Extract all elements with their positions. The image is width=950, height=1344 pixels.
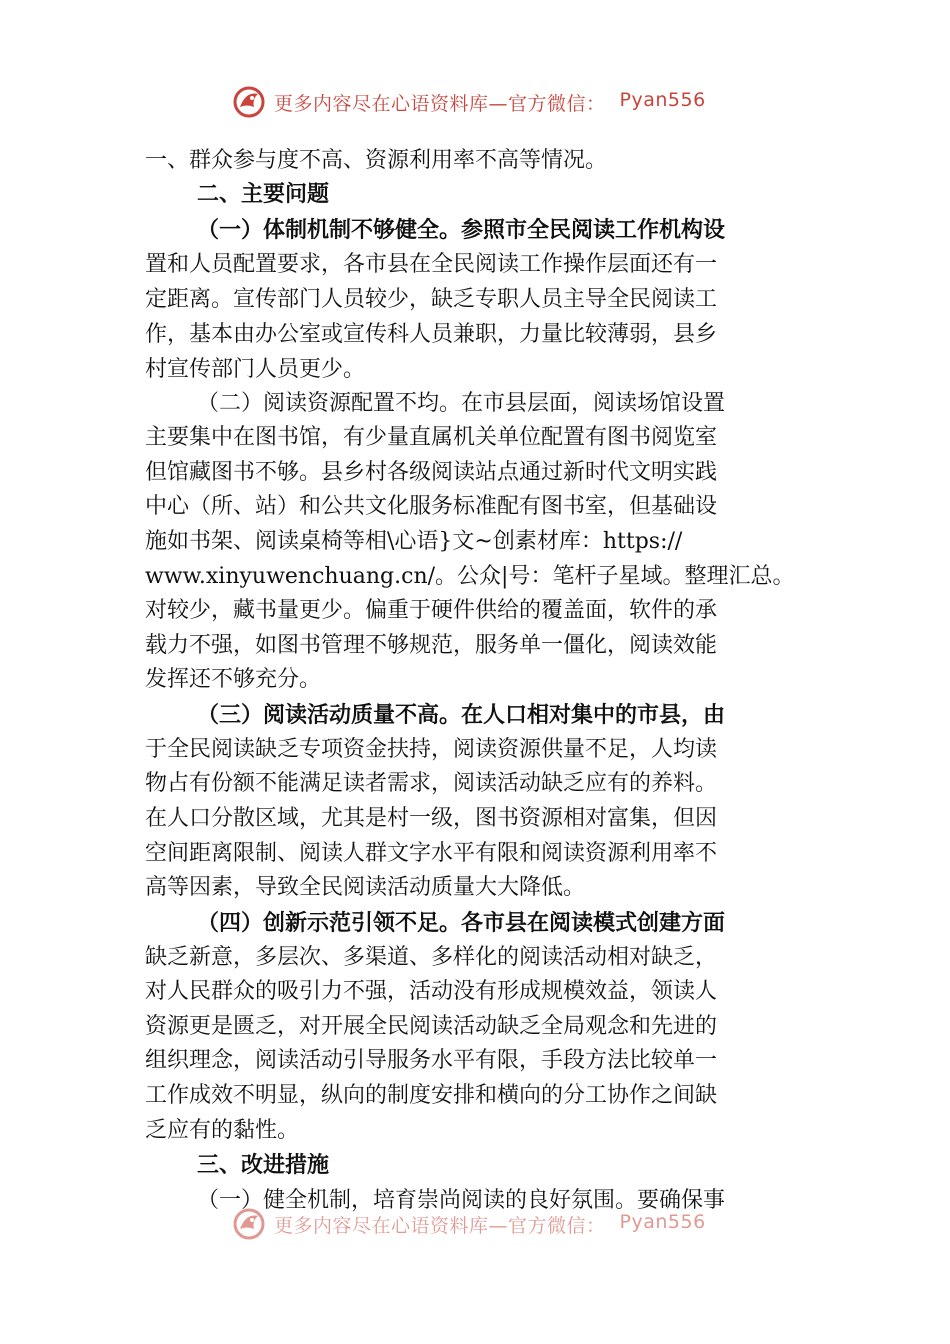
text-line: 缺乏新意，多层次、多渠道、多样化的阅读活动相对缺乏，	[145, 945, 718, 970]
paragraph-4-line-1-text: （四）创新示范引领不足。各市县在阅读模式创建方面	[197, 910, 726, 936]
text-line: 物占有份额不能满足读者需求，阅读活动缺乏应有的养料。	[145, 771, 718, 796]
watermark-header	[232, 82, 752, 122]
text-line: 一、群众参与度不高、资源利用率不高等情况。	[145, 148, 608, 173]
section-heading-3: 三、改进措施	[197, 1153, 330, 1178]
text-line: 中心（所、站）和公共文化服务标准配有图书室，但基础设	[145, 494, 718, 519]
paragraph-1-line-1	[197, 213, 810, 247]
watermark-text: 更多内容尽在心语资料库—官方微信：	[274, 1214, 606, 1237]
text-line: （一）健全机制，培育崇尚阅读的良好氛围。要确保事	[197, 1188, 726, 1213]
text-line: 但馆藏图书不够。县乡村各级阅读站点通过新时代文明实践	[145, 460, 718, 485]
text-line: 工作成效不明显，纵向的制度安排和横向的分工协作之间缺	[145, 1083, 718, 1108]
text-line: 作，基本由办公室或宣传科人员兼职，力量比较薄弱，县乡	[145, 322, 718, 347]
watermark-text: 更多内容尽在心语资料库—官方微信：	[274, 92, 606, 115]
paragraph-4-line-1	[197, 906, 810, 940]
red-mouse-logo-icon	[232, 1207, 266, 1241]
text-line: 在人口分散区域，尤其是村一级，图书资源相对富集，但因	[145, 806, 718, 831]
text-line: 乏应有的黏性。	[145, 1118, 300, 1143]
watermark-footer	[232, 1204, 752, 1244]
text-line-url: www.xinyuwenchuang.cn/。公众|号：笔杆子星域。整理汇总。	[145, 564, 795, 589]
text-line: 资源更是匮乏，对开展全民阅读活动缺乏全局观念和先进的	[145, 1014, 718, 1039]
section-heading-2: 二、主要问题	[197, 182, 330, 207]
text-line: 载力不强，如图书管理不够规范，服务单一僵化，阅读效能	[145, 633, 718, 658]
paragraph-1-line-1-text: （一）体制机制不够健全。参照市全民阅读工作机构设	[197, 217, 726, 243]
text-line: 定距离。宣传部门人员较少，缺乏专职人员主导全民阅读工	[145, 287, 718, 312]
text-line: 高等因素，导致全民阅读活动质量大大降低。	[145, 875, 586, 900]
text-line: 主要集中在图书馆，有少量直属机关单位配置有图书阅览室	[145, 425, 718, 450]
text-line: 对人民群众的吸引力不强，活动没有形成规模效益，领读人	[145, 979, 718, 1004]
text-line: 对较少，藏书量更少。偏重于硬件供给的覆盖面，软件的承	[145, 598, 718, 623]
text-line: 置和人员配置要求，各市县在全民阅读工作操作层面还有一	[145, 252, 718, 277]
paragraph-3-line-1-text: （三）阅读活动质量不高。在人口相对集中的市县，由	[197, 702, 726, 728]
watermark-wechat-id: Pyan556	[619, 88, 706, 111]
red-mouse-logo-icon	[232, 85, 266, 119]
text-line: （二）阅读资源配置不均。在市县层面，阅读场馆设置	[197, 391, 726, 416]
text-line: 空间距离限制、阅读人群文字水平有限和阅读资源利用率不	[145, 841, 718, 866]
text-line: 发挥还不够充分。	[145, 667, 322, 692]
text-line: 村宣传部门人员更少。	[145, 357, 366, 382]
paragraph-3-line-1	[197, 698, 810, 732]
text-line: 于全民阅读缺乏专项资金扶持，阅读资源供量不足，人均读	[145, 737, 718, 762]
watermark-wechat-id: Pyan556	[619, 1210, 706, 1233]
text-line: 施如书架、阅读桌椅等相\心语}文~创素材库：https://	[145, 529, 683, 554]
text-line: 组织理念，阅读活动引导服务水平有限，手段方法比较单一	[145, 1048, 718, 1073]
